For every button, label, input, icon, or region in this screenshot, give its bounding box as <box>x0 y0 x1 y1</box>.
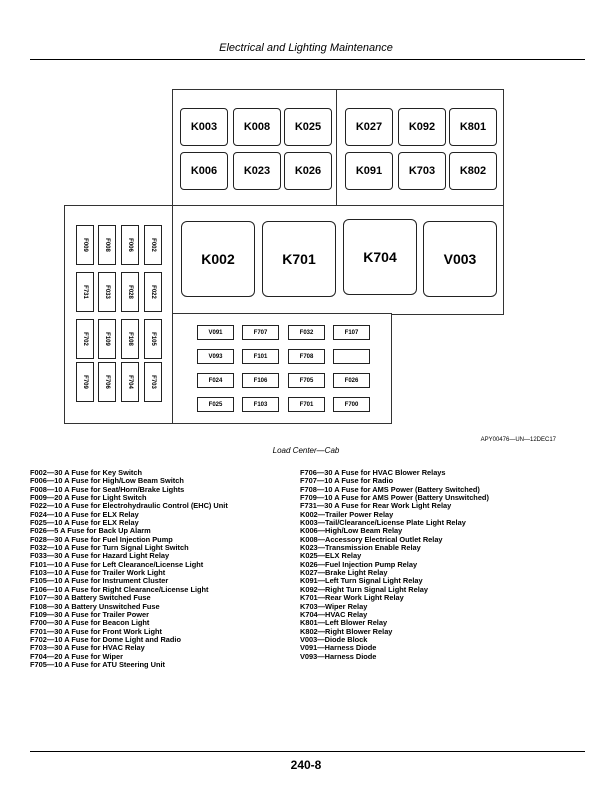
footer-rule <box>30 751 585 752</box>
fuse-f024: F024 <box>197 373 234 388</box>
fuse-f108 <box>121 319 139 359</box>
legend-entry: K091—Left Turn Signal Light Relay <box>300 576 423 586</box>
legend-entry: F702—10 A Fuse for Dome Light and Radio <box>30 634 181 644</box>
fuse-label: F022 <box>150 285 156 299</box>
fuse-label: F704 <box>127 375 133 389</box>
fuse-f028 <box>121 272 139 312</box>
relay-k025: K025 <box>284 108 332 146</box>
relay-k006: K006 <box>180 152 228 190</box>
legend-entry: F707—10 A Fuse for Radio <box>300 476 394 486</box>
relay-k002: K002 <box>181 221 255 297</box>
fuse-label: F006 <box>127 238 133 252</box>
fuse-label: F105 <box>150 332 156 346</box>
fuse-f026: F026 <box>333 373 370 388</box>
legend-entry: F026—5 A Fuse for Back Up Alarm <box>30 526 151 536</box>
fuse-f700: F700 <box>333 397 370 412</box>
legend-entry: F703—30 A Fuse for HVAC Relay <box>30 643 145 653</box>
fuse-label: F703 <box>150 375 156 389</box>
fuse-label: F108 <box>127 332 133 346</box>
diode-v093: V093 <box>197 349 234 364</box>
fuse-f009 <box>76 225 94 265</box>
legend-entry: F033—30 A Fuse for Hazard Light Relay <box>30 551 170 561</box>
relay-k802: K802 <box>449 152 497 190</box>
diode-block-v003: V003 <box>423 221 497 297</box>
fuse-f731 <box>76 272 94 312</box>
legend-entry: F101—10 A Fuse for Left Clearance/License Light <box>30 559 204 569</box>
fuse-f705: F705 <box>288 373 325 388</box>
fuse-f707: F707 <box>242 325 279 340</box>
legend-entry: K003—Tail/Clearance/License Plate Light Relay <box>300 518 466 528</box>
relay-k026: K026 <box>284 152 332 190</box>
legend-entry: F706—30 A Fuse for HVAC Blower Relays <box>300 468 446 477</box>
fuse-label: F009 <box>82 238 88 252</box>
legend-entry: F025—10 A Fuse for ELX Relay <box>30 518 139 528</box>
relay-k703: K703 <box>398 152 446 190</box>
fuse-f106: F106 <box>242 373 279 388</box>
legend-entry: F731—30 A Fuse for Rear Work Light Relay <box>300 501 452 511</box>
legend-entry: F028—30 A Fuse for Fuel Injection Pump <box>30 534 173 544</box>
fuse-label: F002 <box>150 238 156 252</box>
legend-entry: F709—10 A Fuse for AMS Power (Battery Unswitched) <box>300 493 489 503</box>
fuse-label: F033 <box>104 285 110 299</box>
fuse-f002 <box>144 225 162 265</box>
legend-right-column <box>300 469 489 661</box>
fuse-f109 <box>98 319 116 359</box>
legend-entry: F700—30 A Fuse for Beacon Light <box>30 618 150 628</box>
figure-code: APY00476—UN—12DEC17 <box>480 437 556 443</box>
relay-k092: K092 <box>398 108 446 146</box>
relay-k801: K801 <box>449 108 497 146</box>
legend-entry: K002—Trailer Power Relay <box>300 509 394 519</box>
fuse-f025: F025 <box>197 397 234 412</box>
legend-entry: F006—10 A Fuse for High/Low Beam Switch <box>30 476 184 486</box>
fuse-label: F731 <box>82 285 88 299</box>
legend-entry: K026—Fuel Injection Pump Relay <box>300 559 418 569</box>
page-number: 240-8 <box>290 758 322 772</box>
legend-entry: V093—Harness Diode <box>300 651 377 661</box>
relay-k023: K023 <box>233 152 281 190</box>
fuse-label: F008 <box>104 238 110 252</box>
fuse-label: F702 <box>82 332 88 346</box>
legend-entry: F008—10 A Fuse for Seat/Horn/Brake Lights <box>30 484 185 494</box>
legend-entry: K801—Left Blower Relay <box>300 618 388 628</box>
legend-entry: K701—Rear Work Light Relay <box>300 593 404 603</box>
legend-entry: F107—30 A Battery Switched Fuse <box>30 593 151 603</box>
legend-entry: V091—Harness Diode <box>300 643 377 653</box>
fuse-f032: F032 <box>288 325 325 340</box>
legend-entry: F701—30 A Fuse for Front Work Light <box>30 626 162 636</box>
fuse-f704 <box>121 362 139 402</box>
legend-left-column <box>30 469 228 669</box>
fuse-label: F109 <box>104 332 110 346</box>
relay-k091: K091 <box>345 152 393 190</box>
legend-entry: F024—10 A Fuse for ELX Relay <box>30 509 139 519</box>
fuse-label: F709 <box>82 375 88 389</box>
legend-entry: K704—HVAC Relay <box>300 609 368 619</box>
fuse-f022 <box>144 272 162 312</box>
figure-caption: Load Center—Cab <box>272 446 340 455</box>
legend-entry: F108—30 A Battery Unswitched Fuse <box>30 601 160 611</box>
fuse-f033 <box>98 272 116 312</box>
legend-entry: K008—Accessory Electrical Outlet Relay <box>300 534 443 544</box>
fuse-f107: F107 <box>333 325 370 340</box>
relay-k008: K008 <box>233 108 281 146</box>
legend-entry: K092—Right Turn Signal Light Relay <box>300 584 428 594</box>
fuse-f703 <box>144 362 162 402</box>
fuse-f706 <box>98 362 116 402</box>
legend-entry: V003—Diode Block <box>300 634 368 644</box>
legend-entry: F002—30 A Fuse for Key Switch <box>30 468 142 477</box>
fuse-f709 <box>76 362 94 402</box>
legend-entry: F032—10 A Fuse for Turn Signal Light Switch <box>30 543 189 553</box>
fuse-f708: F708 <box>288 349 325 364</box>
legend-entry: F704—20 A Fuse for Wiper <box>30 651 124 661</box>
fuse-label: F706 <box>104 375 110 389</box>
fuse-f701: F701 <box>288 397 325 412</box>
fuse-f702 <box>76 319 94 359</box>
legend-entry: F708—10 A Fuse for AMS Power (Battery Switched) <box>300 484 480 494</box>
legend-entry: K023—Transmission Enable Relay <box>300 543 421 553</box>
page-header: Electrical and Lighting Maintenance <box>219 42 393 54</box>
legend-entry: F705—10 A Fuse for ATU Steering Unit <box>30 659 165 669</box>
legend-entry: K025—ELX Relay <box>300 551 362 561</box>
fuse-f006 <box>121 225 139 265</box>
legend-entry: F105—10 A Fuse for Instrument Cluster <box>30 576 169 586</box>
diode-v091: V091 <box>197 325 234 340</box>
fuse-f103: F103 <box>242 397 279 412</box>
legend-entry: F106—10 A Fuse for Right Clearance/License Light <box>30 584 209 594</box>
fuse-f101: F101 <box>242 349 279 364</box>
fuse-f008 <box>98 225 116 265</box>
fuse-f105 <box>144 319 162 359</box>
legend-entry: K006—High/Low Beam Relay <box>300 526 403 536</box>
legend-entry: F109—30 A Fuse for Trailer Power <box>30 609 149 619</box>
relay-k704: K704 <box>343 219 417 295</box>
legend-entry: K703—Wiper Relay <box>300 601 368 611</box>
fuse-label: F028 <box>127 285 133 299</box>
fuse-slot-empty <box>333 349 370 364</box>
relay-k003: K003 <box>180 108 228 146</box>
legend-entry: F103—10 A Fuse for Trailer Work Light <box>30 568 166 578</box>
legend-entry: K027—Brake Light Relay <box>300 568 388 578</box>
relay-k701: K701 <box>262 221 336 297</box>
legend-entry: F022—10 A Fuse for Electrohydraulic Control (EHC) Unit <box>30 501 228 511</box>
legend-entry: K802—Right Blower Relay <box>300 626 393 636</box>
legend-entry: F009—20 A Fuse for Light Switch <box>30 493 147 503</box>
relay-k027: K027 <box>345 108 393 146</box>
